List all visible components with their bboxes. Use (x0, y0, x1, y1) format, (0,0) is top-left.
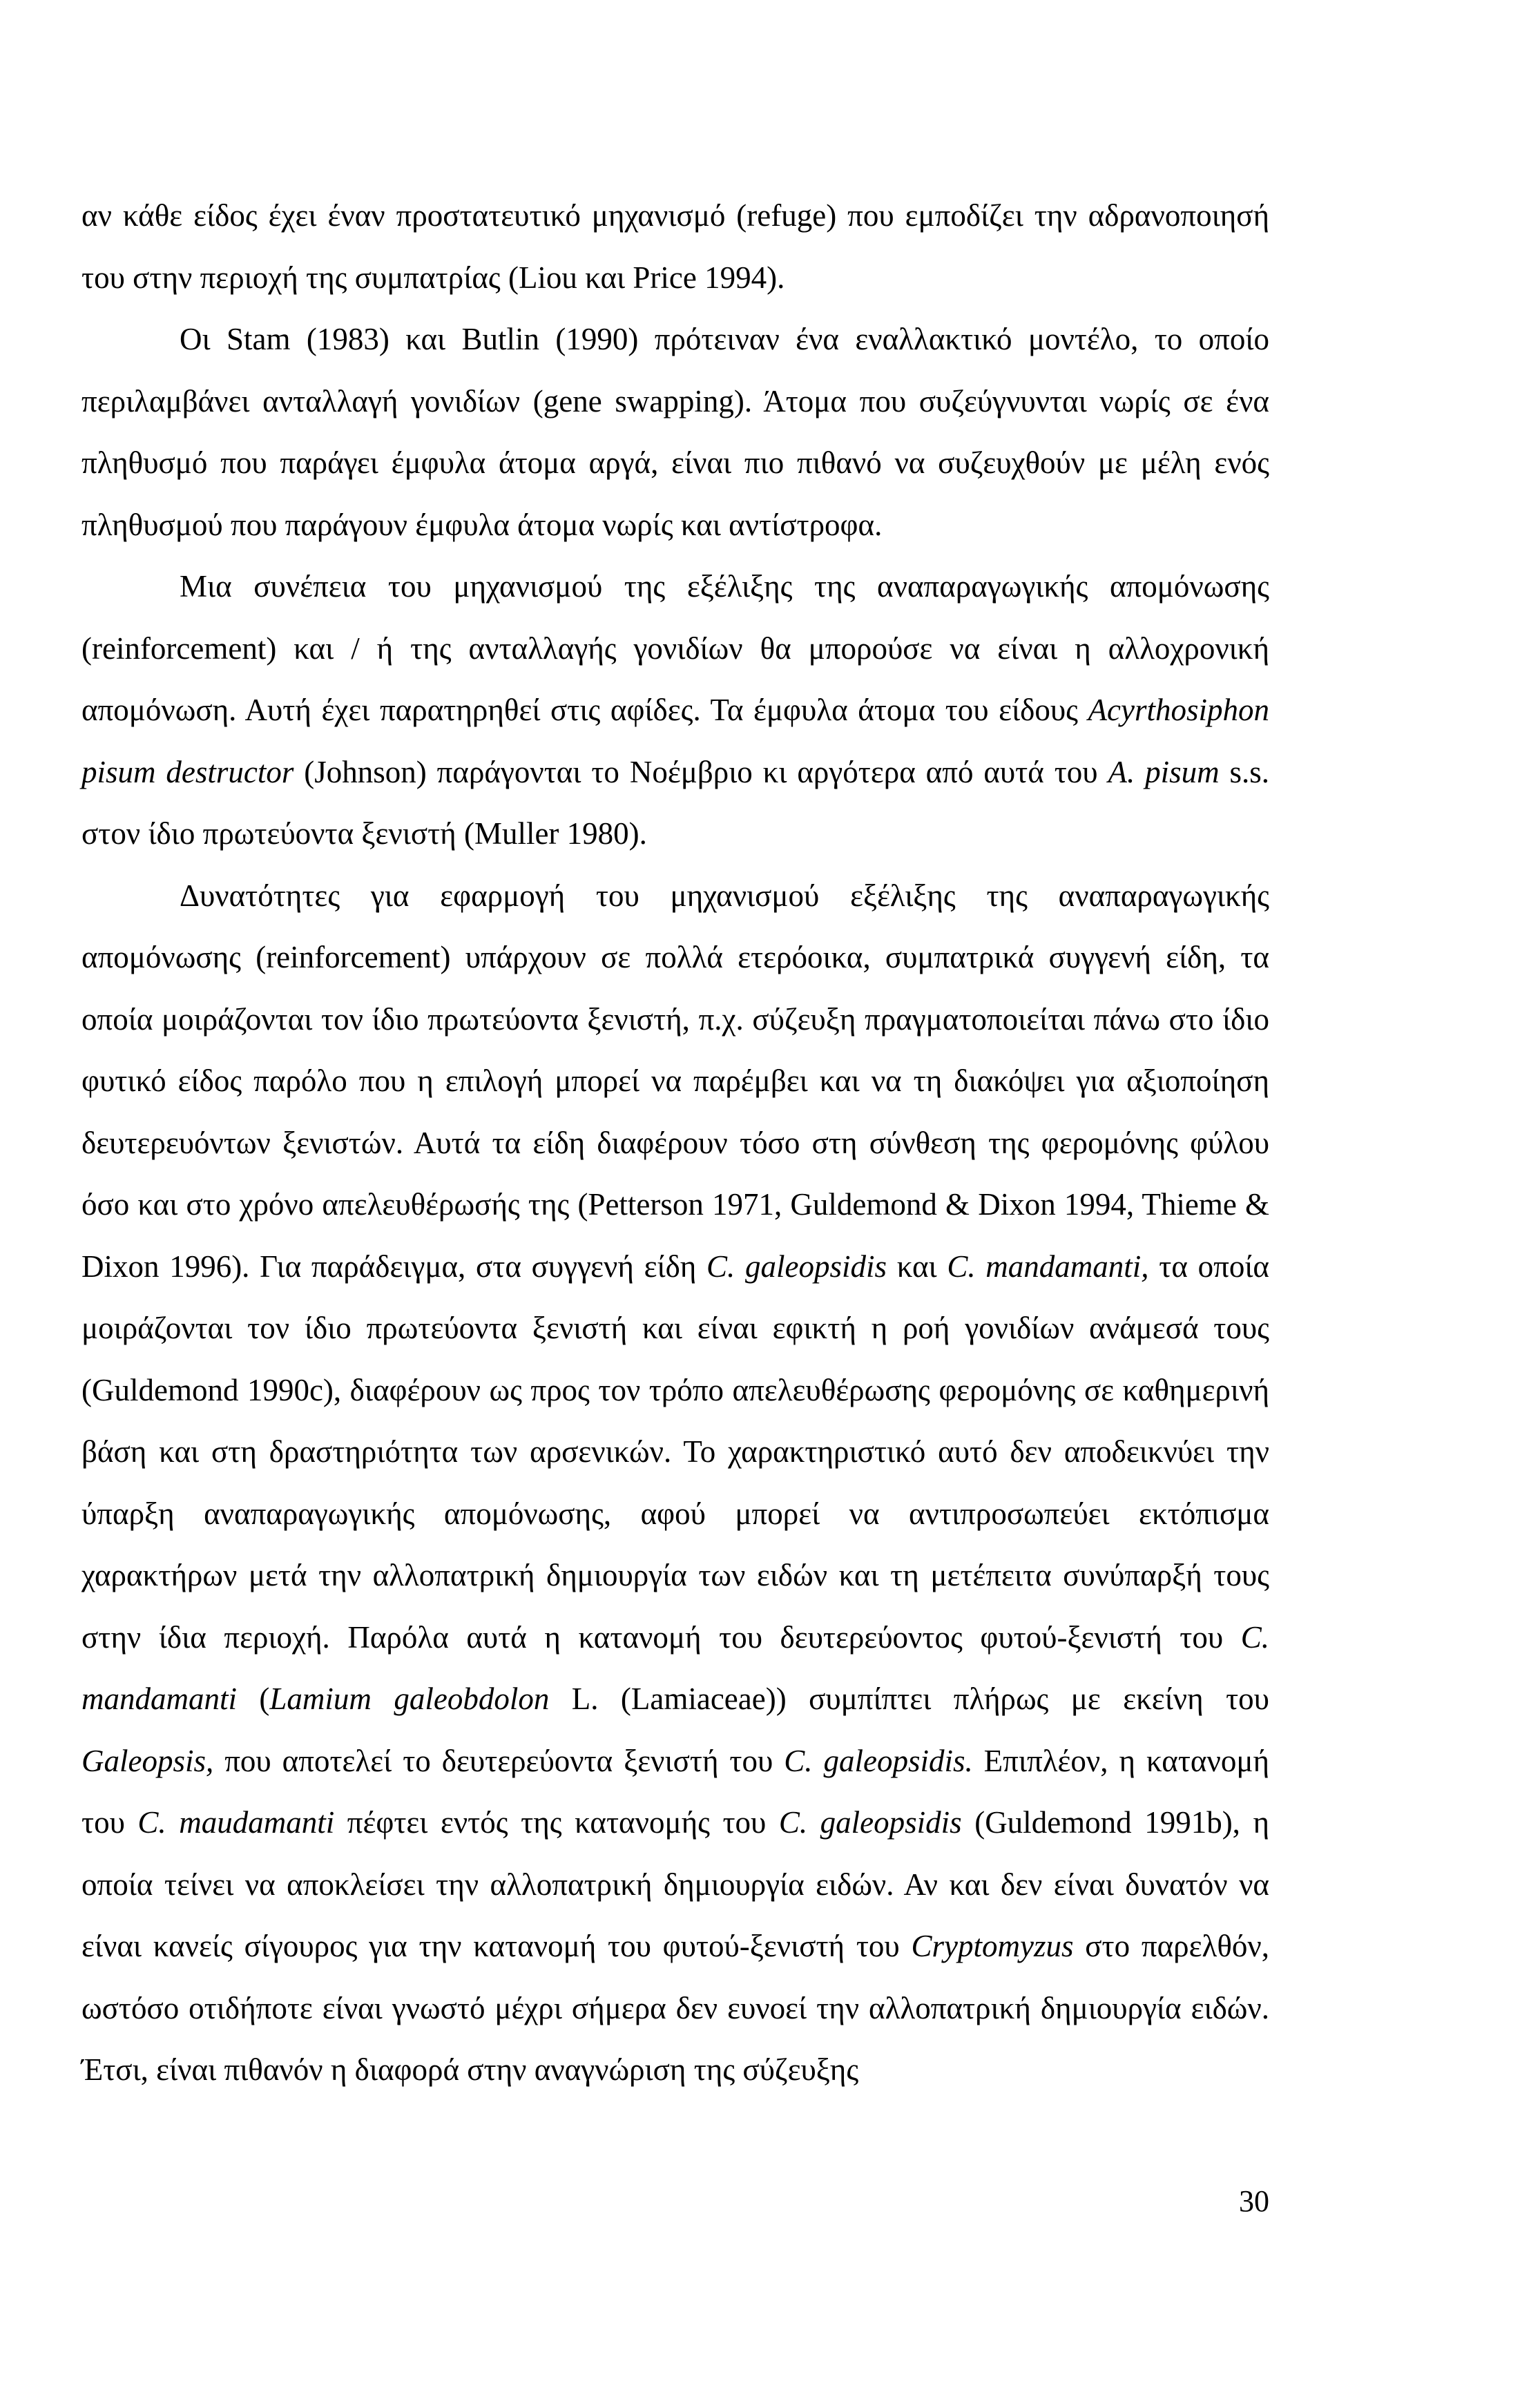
italic-text-run: A. pisum (1108, 754, 1220, 789)
text-run: L. (Lamiaceae)) συμπίπτει πλήρως με εκείνη του (549, 1682, 1269, 1716)
italic-text-run: Galeopsis, (81, 1743, 214, 1778)
italic-text-run: C. galeopsidis (778, 1805, 962, 1840)
text-run: τα οποία μοιράζονται τον ίδιο πρωτεύοντα ξενιστή και είναι εφικτή η ροή γονιδίων ανάμεσά τους (Guldemond 1990c), διαφέρουν ως προς τον τρόπο απελευθέρωσης φερομόνης σε καθημερινή βάση και στη δραστηριότητα των αρσενικών. Το χαρακτηριστικό αυτό δεν αποδεικνύει την ύπαρξη αναπαραγωγικής απομόνωσης, αφού μπορεί να αντιπροσωπεύει εκτόπισμα χαρακτήρων μετά την αλλοπατρική δημιουργία των ειδών και τη μετέπειτα συνύπαρξή τους στην ίδια περιοχή. Παρόλα αυτά η κατανομή του δευτερεύοντος φυτού-ξενιστή του (81, 1249, 1270, 1655)
text-run: που αποτελεί το δευτερεύοντα ξενιστή του (213, 1743, 785, 1778)
page-number: 30 (1239, 2184, 1269, 2218)
text-run: Οι Stam (1983) και Butlin (1990) πρότειναν ένα εναλλακτικό μοντέλο, το οποίο περιλαμβάνει ανταλλαγή γονιδίων (gene swapping). Άτομα που συζεύγνυνται νωρίς σε ένα πληθυσμό που παράγει έμφυλα άτομα αργά, είναι πιο πιθανό να συζευχθούν με μέλη ενός πληθυσμού που παράγουν έμφυλα άτομα νωρίς και αντίστροφα. (81, 322, 1269, 542)
text-run: (Guldemond 1991b), η οποία τείνει να αποκλείσει την αλλοπατρική δημιουργία ειδών. Αν και δεν είναι δυνατόν να είναι κανείς σίγουρος για την κατανομή του φυτού-ξενιστή του (81, 1805, 1269, 1963)
text-run: (Johnson) παράγονται το Νοέμβριο κι αργότερα από αυτά του (293, 754, 1108, 789)
text-run: Επιπλέον, η κατανομή του (81, 1743, 1269, 1840)
text-run: στο παρελθόν, ωστόσο οτιδήποτε είναι γνωστό μέχρι σήμερα δεν ευνοεί την αλλοπατρική δημιουργία ειδών. Έτσι, είναι πιθανόν η διαφορά στην αναγνώριση της σύζευξης (81, 1929, 1269, 2087)
text-run: Μια συνέπεια του μηχανισμού της εξέλιξης της αναπαραγωγικής απομόνωσης (reinforcement) και / ή της ανταλλαγής γονιδίων θα μπορούσε να είναι η αλλοχρονική απομόνωση. Αυτή έχει παρατηρηθεί στις αφίδες. Τα έμφυλα άτομα του είδους (81, 569, 1269, 727)
italic-text-run: C. galeopsidis. (784, 1743, 973, 1778)
paragraph (81, 185, 1269, 309)
italic-text-run: Cryptomyzus (911, 1929, 1074, 1963)
paragraph (81, 556, 1269, 865)
text-run: Δυνατότητες για εφαρμογή του μηχανισμού εξέλιξης της αναπαραγωγικής απομόνωσης (reinforcement) υπάρχουν σε πολλά ετερόοικα, συμπατρικά συγγενή είδη, τα οποία μοιράζονται τον ίδιο πρωτεύοντα ξενιστή, π.χ. σύζευξη πραγματοποιείται πάνω στο ίδιο φυτικό είδος παρόλο που η επιλογή μπορεί να παρέμβει και να τη διακόψει για αξιοποίηση δευτερευόντων ξενιστών. Αυτά τα είδη διαφέρουν τόσο στη σύνθεση της φερομόνης φύλου όσο και στο χρόνο απελευθέρωσής της (Petterson 1971, Guldemond & Dixon 1994, Thieme & Dixon 1996). Για παράδειγμα, στα συγγενή είδη (81, 878, 1269, 1284)
text-run: s.s. στον ίδιο πρωτεύοντα ξενιστή (Muller 1980). (81, 754, 1270, 851)
italic-text-run: Lamium galeobdolon (269, 1682, 550, 1716)
paragraph (81, 309, 1269, 556)
text-run: αν κάθε είδος έχει έναν προστατευτικό μηχανισμό (refuge) που εμποδίζει την αδρανοποιησή του στην περιοχή της συμπατρίας (Liou και Price 1994). (81, 198, 1269, 295)
paragraph (81, 865, 1269, 2101)
italic-text-run: C. mandamanti, (947, 1249, 1149, 1284)
text-run: και (887, 1249, 947, 1284)
italic-text-run: C. maudamanti (137, 1805, 335, 1840)
italic-text-run: C. galeopsidis (706, 1249, 887, 1284)
italic-text-run: Acyrthosiphon pisum destructor (81, 693, 1269, 789)
text-run: ( (237, 1682, 270, 1716)
body-text (81, 185, 1269, 2101)
text-run: πέφτει εντός της κατανομής του (334, 1805, 779, 1840)
italic-text-run: C. mandamanti (81, 1619, 1269, 1716)
